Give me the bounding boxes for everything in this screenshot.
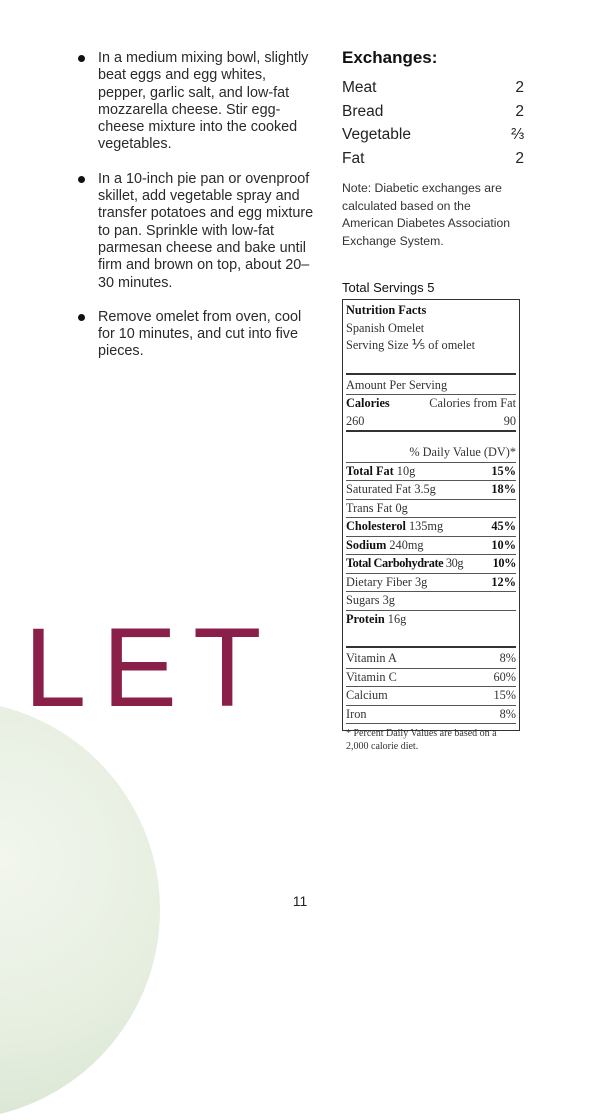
daily-value-header [346, 444, 516, 463]
page-number: 11 [292, 893, 308, 909]
exchange-value: 2 [515, 102, 524, 120]
nutrient-row [346, 463, 516, 482]
bullet-icon [78, 314, 85, 321]
instruction-step [78, 309, 318, 361]
plate-background-image [0, 700, 160, 1120]
instruction-text: In a medium mixing bowl, slightly beat eggs and egg whites, pepper, garlic salt, and low-fat mozzarella cheese. Stir egg-cheese mixture into the cooked vegetables. [98, 50, 309, 153]
calories-label: Calories [346, 396, 390, 410]
exchange-row [342, 76, 524, 100]
daily-value-footnote: * Percent Daily Values are based on a 2,000 calorie diet. [346, 728, 497, 752]
exchange-row [342, 147, 524, 171]
nutrient-amount: 3.5g [414, 482, 436, 496]
vitamin-row [346, 706, 516, 725]
serving-size-fraction: ⅕ [411, 338, 426, 353]
nutrient-name: Sodium [346, 537, 387, 552]
calories-value: 260 [346, 413, 365, 428]
nutrient-name: Trans Fat [346, 500, 393, 515]
nutrient-name: Protein [346, 611, 385, 626]
nutrient-name: Dietary Fiber [346, 574, 412, 589]
nutrient-name: Saturated Fat [346, 482, 412, 496]
recipe-name-row [346, 320, 516, 338]
nutrient-row [346, 518, 516, 537]
daily-value-label: % Daily Value (DV)* [409, 445, 516, 459]
nutrient-row [346, 574, 516, 593]
nutrient-row [346, 481, 516, 500]
exchange-row [342, 123, 524, 147]
recipe-title-fragment: LET [24, 605, 278, 730]
nutrient-row [346, 592, 516, 611]
nutrient-name: Total Carbohydrate [346, 556, 444, 570]
amount-per-serving: Amount Per Serving [346, 377, 448, 392]
instruction-step [78, 50, 318, 154]
calories-from-fat-label: Calories from Fat [429, 396, 516, 410]
exchange-row [342, 100, 524, 124]
vitamin-row [346, 687, 516, 706]
vitamin-dv: 8% [499, 651, 516, 665]
nutrient-dv: 18% [491, 482, 516, 496]
nutrient-row [346, 500, 516, 519]
divider [346, 355, 516, 375]
nutrient-amount: 0g [395, 500, 408, 515]
instruction-text: Remove omelet from oven, cool for 10 minutes, and cut into five pieces. [98, 308, 302, 360]
exchange-name: Vegetable [342, 126, 411, 143]
nutrient-amount: 30g [445, 556, 464, 570]
bullet-icon [78, 176, 85, 183]
instruction-step [78, 171, 318, 292]
calories-value-row [346, 413, 516, 433]
vitamin-name: Calcium [346, 688, 388, 702]
nutrition-title-row [346, 302, 516, 320]
nutrient-row [346, 537, 516, 556]
exchange-value: 2 [515, 149, 524, 167]
exchanges-note: Note: Diabetic exchanges are calculated based on the American Diabetes Association Exchange System. [342, 181, 510, 248]
calories-from-fat-value: 90 [503, 413, 516, 428]
nutrient-dv: 10% [491, 537, 516, 552]
serving-size-unit: of omelet [428, 338, 476, 352]
nutrient-dv: 15% [491, 463, 516, 478]
total-servings: Total Servings 5 [342, 280, 435, 295]
instruction-text: In a 10-inch pie pan or ovenproof skillet, add vegetable spray and transfer potatoes and egg mixture to pan. Sprinkle with low-fat parmesan cheese and bake until firm and brown on top, about 20–30 minutes. [98, 170, 314, 291]
vitamin-dv: 8% [499, 706, 516, 721]
divider [346, 628, 516, 648]
nutrient-amount: 3g [382, 593, 395, 607]
serving-size-row [346, 337, 516, 355]
nutrient-dv: 12% [491, 574, 516, 589]
vitamin-name: Vitamin C [346, 669, 397, 684]
nutrition-facts-panel [342, 299, 520, 752]
exchanges-section [342, 48, 524, 250]
exchange-name: Bread [342, 102, 384, 120]
vitamin-dv: 60% [493, 669, 516, 684]
nutrition-title: Nutrition Facts [346, 303, 427, 317]
nutrient-row [346, 611, 516, 629]
nutrient-amount: 135mg [408, 519, 444, 533]
vitamin-name: Iron [346, 706, 367, 721]
vitamin-row [346, 669, 516, 688]
nutrient-amount: 10g [396, 463, 416, 478]
serving-size-label: Serving Size [346, 338, 409, 352]
nutrient-amount: 240mg [389, 537, 424, 552]
vitamin-name: Vitamin A [346, 651, 397, 665]
bullet-icon [78, 55, 85, 62]
nutrient-name: Total Fat [346, 463, 394, 478]
vitamin-dv: 15% [493, 688, 516, 702]
nutrient-dv: 10% [492, 556, 516, 570]
exchange-value: ⅔ [511, 126, 524, 143]
nutrient-name: Sugars [346, 593, 380, 607]
calories-header-row [346, 395, 516, 413]
amount-per-serving-row [346, 377, 516, 396]
exchange-name: Meat [342, 79, 377, 96]
exchange-value: 2 [515, 79, 524, 96]
recipe-name: Spanish Omelet [346, 320, 425, 335]
nutrient-row [346, 555, 516, 574]
exchange-name: Fat [342, 149, 365, 167]
nutrient-amount: 3g [414, 574, 428, 589]
nutrient-name: Cholesterol [346, 519, 406, 533]
instruction-list [78, 50, 318, 378]
vitamin-row [346, 650, 516, 669]
nutrient-dv: 45% [491, 519, 516, 533]
nutrient-amount: 16g [387, 611, 407, 626]
exchanges-title: Exchanges: [342, 48, 438, 67]
